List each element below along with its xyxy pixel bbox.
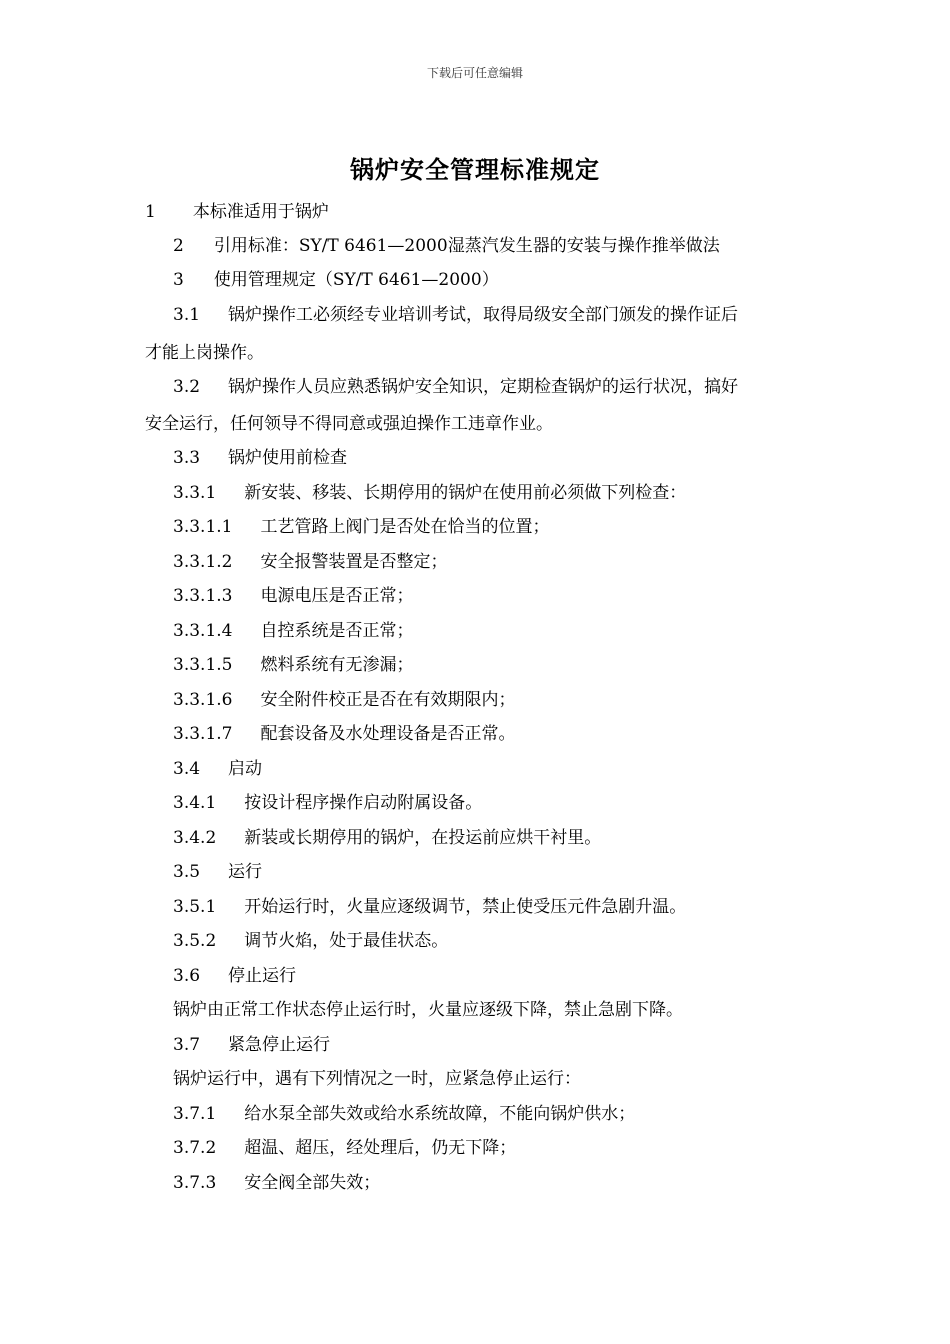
clause-text: 锅炉运行中，遇有下列情况之一时，应紧急停止运行：: [173, 1069, 581, 1089]
clause-line: [145, 341, 264, 365]
clause-text: 使用管理规定（SY/T 6461—2000）: [213, 270, 499, 290]
clause-number: 3.3.1.4: [173, 621, 233, 641]
clause-line: [173, 791, 482, 815]
clause-line: [173, 584, 413, 608]
clause-line: [173, 688, 515, 712]
clause-line: [173, 653, 413, 677]
clause-number: 3.7.2: [173, 1138, 217, 1158]
clause-line: [173, 860, 262, 884]
clause-text: 运行: [228, 862, 263, 882]
clause-line: [173, 895, 686, 919]
clause-number: 3.4.1: [173, 793, 217, 813]
clause-text: 停止运行: [228, 966, 297, 986]
clause-line: [173, 1171, 380, 1195]
clause-line: [173, 757, 262, 781]
clause-line: [173, 998, 683, 1022]
document-title: 锅炉安全管理标准规定: [350, 155, 600, 184]
clause-number: 3.5.2: [173, 931, 217, 951]
clause-text: 给水泵全部失效或给水系统故障，不能向锅炉供水；: [244, 1104, 636, 1124]
clause-number: 3.1: [173, 305, 201, 325]
clause-text: 安全运行，任何领导不得同意或强迫操作工违章作业。: [145, 414, 553, 434]
clause-line: [173, 481, 686, 505]
clause-line: [173, 550, 447, 574]
clause-line: [173, 268, 499, 292]
clause-number: 3.7: [173, 1035, 201, 1055]
clause-text: 锅炉由正常工作状态停止运行时，火量应逐级下降，禁止急剧下降。: [173, 1000, 683, 1020]
clause-line: [173, 964, 296, 988]
clause-text: 引用标准：SY/T 6461—2000湿蒸汽发生器的安装与操作推举做法: [213, 236, 720, 256]
clause-number: 3: [173, 270, 184, 290]
clause-text: 启动: [228, 759, 263, 779]
clause-line: [173, 619, 413, 643]
clause-text: 才能上岗操作。: [145, 343, 264, 363]
clause-text: 开始运行时，火量应逐级调节，禁止使受压元件急剧升温。: [244, 897, 687, 917]
clause-text: 电源电压是否正常；: [260, 586, 414, 606]
clause-number: 3.5.1: [173, 897, 217, 917]
clause-number: 2: [173, 236, 184, 256]
page-header: 下载后可任意编辑: [426, 66, 523, 80]
clause-number: 3.6: [173, 966, 201, 986]
clause-text: 紧急停止运行: [228, 1035, 331, 1055]
clause-number: 3.7.3: [173, 1173, 217, 1193]
clause-line: [173, 375, 738, 399]
clause-number: 3.5: [173, 862, 201, 882]
clause-text: 调节火焰，处于最佳状态。: [244, 931, 449, 951]
clause-number: 3.3.1.5: [173, 655, 233, 675]
clause-text: 安全附件校正是否在有效期限内；: [260, 690, 516, 710]
clause-line: [145, 412, 553, 436]
clause-line: [173, 446, 347, 470]
clause-text: 新装或长期停用的锅炉，在投运前应烘干衬里。: [244, 828, 602, 848]
clause-number: 3.3.1.2: [173, 552, 233, 572]
clause-number: 3.7.1: [173, 1104, 217, 1124]
clause-number: 3.4.2: [173, 828, 217, 848]
clause-text: 锅炉使用前检查: [228, 448, 348, 468]
clause-text: 安全报警装置是否整定；: [260, 552, 448, 572]
clause-line: [173, 722, 515, 746]
clause-number: 3.3.1.1: [173, 517, 233, 537]
clause-line: [173, 826, 601, 850]
clause-text: 配套设备及水处理设备是否正常。: [260, 724, 516, 744]
clause-text: 锅炉操作人员应熟悉锅炉安全知识，定期检查锅炉的运行状况，搞好: [228, 377, 739, 397]
clause-line: [173, 1067, 581, 1091]
clause-number: 3.3.1.7: [173, 724, 233, 744]
clause-number: 3.3.1.3: [173, 586, 233, 606]
clause-text: 安全阀全部失效；: [244, 1173, 381, 1193]
clause-text: 按设计程序操作启动附属设备。: [244, 793, 483, 813]
clause-line: [173, 1033, 330, 1057]
clause-text: 工艺管路上阀门是否处在恰当的位置；: [260, 517, 550, 537]
clause-line: [173, 515, 549, 539]
clause-text: 锅炉操作工必须经专业培训考试，取得局级安全部门颁发的操作证后: [228, 305, 739, 325]
clause-number: 3.3: [173, 448, 201, 468]
clause-text: 本标准适用于锅炉: [192, 202, 329, 222]
clause-number: 3.4: [173, 759, 201, 779]
clause-number: 3.3.1.6: [173, 690, 233, 710]
clause-line: [173, 303, 738, 327]
clause-line: [173, 1102, 635, 1126]
clause-text: 超温、超压，经处理后，仍无下降；: [244, 1138, 517, 1158]
clause-line: [173, 929, 448, 953]
clause-text: 燃料系统有无渗漏；: [260, 655, 414, 675]
clause-line: [173, 1136, 516, 1160]
clause-number: 3.3.1: [173, 483, 217, 503]
clause-line: [173, 234, 720, 258]
clause-text: 自控系统是否正常；: [260, 621, 414, 641]
clause-number: 3.2: [173, 377, 201, 397]
clause-line: [145, 200, 329, 224]
clause-number: 1: [145, 202, 156, 222]
clause-text: 新安装、移装、长期停用的锅炉在使用前必须做下列检查：: [244, 483, 687, 503]
